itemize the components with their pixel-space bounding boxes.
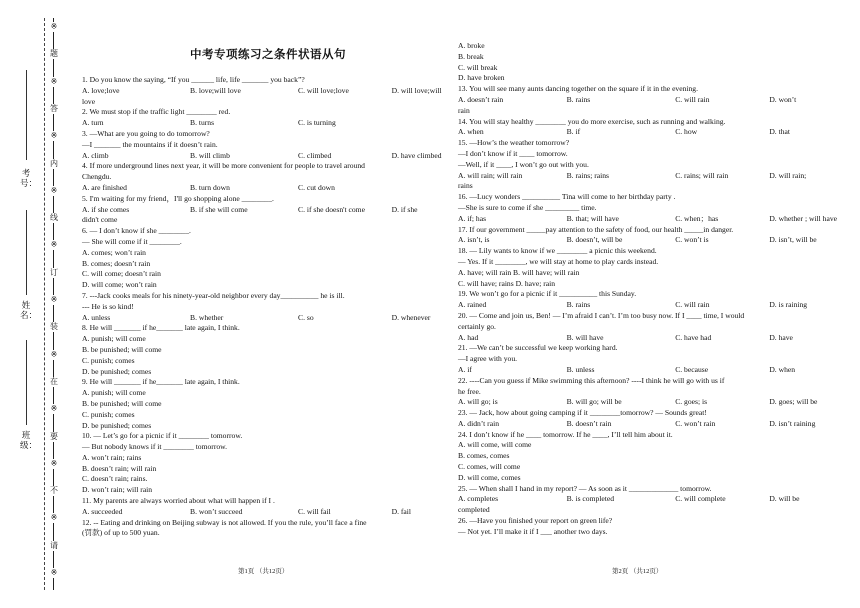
- option-row: [458, 95, 820, 106]
- answer-option: B. rains: [566, 94, 591, 104]
- option-row: [458, 419, 820, 430]
- answer-option: A. succeeded: [82, 506, 123, 516]
- exam-number-blank: [26, 70, 27, 160]
- question-line: 14. You will stay healthy ________ you do more exercise, such as running and walking.: [458, 116, 726, 126]
- class-blank: [26, 340, 27, 425]
- answer-option: B. love;will love: [190, 85, 241, 95]
- answer-option: B. whether: [190, 312, 224, 322]
- question-line: 2. We must stop if the traffic light ________ red.: [82, 107, 231, 117]
- question-line: love: [82, 96, 96, 106]
- question-line: 9. He will _______ if he_______ late again, I think.: [82, 377, 240, 387]
- margin-star: ※: [50, 240, 58, 250]
- question-line: C. will come; doesn’t rain: [82, 269, 161, 279]
- question-line: A. comes; won’t rain: [82, 247, 146, 257]
- question-line: rains: [458, 181, 473, 191]
- question-line: 3. —What are you going to do tomorrow?: [82, 128, 210, 138]
- page-footer-2: 第2页 （共12页）: [612, 568, 663, 575]
- margin-char: 请: [50, 540, 58, 550]
- question-line: B. be punished; will come: [82, 344, 162, 354]
- option-row: [458, 127, 820, 138]
- question-line: A. have; will rain B. will have; will rain: [458, 267, 580, 277]
- question-line: Chengdu.: [82, 172, 112, 182]
- option-row: [82, 118, 442, 129]
- question-line: A. will come, will come: [458, 440, 532, 450]
- answer-option: C. will complete: [675, 494, 726, 504]
- question-line: C. punish; comes: [82, 355, 135, 365]
- margin-star: ※: [50, 349, 58, 359]
- option-row: [82, 313, 442, 324]
- answer-option: A. love;love: [82, 85, 120, 95]
- question-line: 25. — When shall I hand in my report? — As soon as it _____________ tomorrow.: [458, 483, 712, 493]
- option-row: [458, 235, 820, 246]
- margin-star: ※: [50, 295, 58, 304]
- question-line: B. comes, comes: [458, 451, 510, 461]
- question-line: A. won’t rain; rains: [82, 452, 142, 462]
- question-line: completed: [458, 505, 490, 515]
- answer-option: C. climbed: [298, 150, 332, 160]
- question-line: — But nobody knows if it ________ tomorrow.: [82, 442, 228, 452]
- answer-option: B. won’t succeed: [190, 506, 243, 516]
- left-column: [82, 75, 442, 539]
- answer-option: B. turns: [190, 118, 215, 128]
- answer-option: A. when: [458, 127, 484, 137]
- right-column: [458, 41, 838, 538]
- answer-option: A. completes: [458, 494, 499, 504]
- question-line: (罚款) of up to 500 yuan.: [82, 528, 160, 538]
- answer-option: D. that: [769, 127, 790, 137]
- option-row: [82, 507, 442, 518]
- answer-option: D. have climbed: [391, 150, 442, 160]
- answer-option: A. isn’t, is: [458, 235, 490, 245]
- answer-option: D. have: [769, 332, 793, 342]
- question-line: 7. ---Jack cooks meals for his ninety-year-old neighbor every day__________ he is ill.: [82, 290, 345, 300]
- margin-star: ※: [50, 185, 58, 195]
- question-line: 15. —How’s the weather tomorrow?: [458, 138, 570, 148]
- question-line: B. be punished; will come: [82, 398, 162, 408]
- question-line: D. will come; won’t rain: [82, 280, 157, 290]
- answer-option: B. that; will have: [566, 213, 619, 223]
- question-line: A. punish; will come: [82, 334, 146, 344]
- question-line: B. break: [458, 51, 484, 61]
- question-line: — Yes. If it ________, we will stay at home to play cards instead.: [458, 256, 659, 266]
- label-exam-number: 考号：: [20, 168, 38, 188]
- answer-option: C. will fail: [298, 506, 331, 516]
- answer-option: A. had: [458, 332, 479, 342]
- answer-option: C. will love;love: [298, 85, 349, 95]
- option-row: [458, 213, 838, 225]
- margin-char: 内: [50, 158, 58, 168]
- question-line: — She will come if it ________.: [82, 236, 182, 246]
- question-line: 1. Do you know the saying, “If you ______ life, life _______ you back”?: [82, 75, 305, 84]
- answer-option: D. goes; will be: [769, 397, 818, 407]
- answer-option: C. goes; is: [675, 397, 708, 407]
- question-line: 6. — I don’t know if she ________.: [82, 226, 191, 236]
- answer-option: C. have had: [675, 332, 712, 342]
- question-line: B. doesn’t rain; will rain: [82, 463, 157, 473]
- margin-star: ※: [50, 404, 58, 414]
- answer-option: B. will climb: [190, 150, 230, 160]
- answer-option: B. if she will come: [190, 204, 248, 214]
- margin-star: ※: [50, 22, 58, 31]
- answer-option: D. isn’t, will be: [769, 235, 817, 245]
- question-line: --- He is so kind!: [82, 301, 134, 311]
- margin-char: 线: [50, 213, 58, 223]
- question-line: didn't come: [82, 215, 118, 225]
- question-line: 18. — Lily wants to know if we ________ a picnic this weekend.: [458, 246, 657, 256]
- answer-option: D. when: [769, 364, 796, 374]
- answer-option: C. cut down: [298, 182, 335, 192]
- answer-option: C. if she doesn't come: [298, 204, 365, 214]
- question-line: 19. We won’t go for a picnic if it __________ this Sunday.: [458, 289, 637, 299]
- margin-star: ※: [50, 458, 58, 468]
- question-line: C. will break: [458, 62, 498, 72]
- answer-option: D. isn’t raining: [769, 418, 816, 428]
- question-line: A. punish; will come: [82, 388, 146, 398]
- answer-option: B. doesn’t, will be: [566, 235, 623, 245]
- margin-star: ※: [50, 568, 58, 577]
- margin-star: ※: [50, 76, 58, 86]
- question-line: —I _______ the mountains if it doesn’t rain.: [82, 139, 218, 149]
- question-line: — Not yet. I’ll make it if I ___ another two days.: [458, 526, 608, 536]
- question-line: he free.: [458, 386, 481, 396]
- option-row: [82, 205, 442, 216]
- question-line: 5. I'm waiting for my friend，I'll go shopping alone ________.: [82, 193, 274, 203]
- question-line: 16. —Lucy wonders __________ Tina will come to her birthday party .: [458, 192, 676, 202]
- option-row: [458, 494, 820, 505]
- answer-option: D. whether ; will have: [769, 213, 838, 223]
- question-line: 12. -- Eating and drinking on Beijing subway is not allowed. If you the rule, you’ll face a fine: [82, 517, 367, 527]
- answer-option: A. didn’t rain: [458, 418, 499, 428]
- option-row: [82, 183, 442, 194]
- answer-option: D. whenever: [391, 312, 431, 322]
- margin-char: 题: [50, 49, 58, 59]
- question-line: D. won’t rain; will rain: [82, 485, 153, 495]
- answer-option: B. turn down: [190, 182, 230, 192]
- option-row: [458, 333, 820, 344]
- margin-char: 要: [50, 431, 58, 441]
- answer-option: C. won’t is: [675, 235, 709, 245]
- question-line: C. comes, will come: [458, 462, 521, 472]
- answer-option: B. rains: [566, 300, 591, 310]
- question-line: certainly go.: [458, 321, 496, 331]
- answer-option: C. when；has: [675, 213, 719, 223]
- answer-option: D. if she: [391, 204, 418, 214]
- answer-option: A. doesn’t rain: [458, 94, 504, 104]
- answer-option: B. doesn’t rain: [566, 418, 612, 428]
- question-line: —I agree with you.: [458, 354, 518, 364]
- answer-option: C. won’t rain: [675, 418, 716, 428]
- question-line: 4. If more underground lines next year, it will be more convenient for people to travel around: [82, 161, 365, 171]
- margin-char: 不: [50, 486, 58, 496]
- answer-option: D. fail: [391, 506, 411, 516]
- question-line: 13. You will see many aunts dancing together on the square if it in the evening.: [458, 84, 698, 94]
- answer-option: A. climb: [82, 150, 109, 160]
- label-name: 姓名：: [20, 300, 38, 320]
- binding-margin: [0, 0, 62, 608]
- question-line: D. have broken: [458, 73, 505, 83]
- answer-option: B. will have: [566, 332, 604, 342]
- option-row: [458, 171, 820, 182]
- answer-option: A. if she comes: [82, 204, 130, 214]
- question-line: rain: [458, 105, 470, 115]
- answer-option: B. unless: [566, 364, 595, 374]
- answer-option: D. won’t: [769, 94, 797, 104]
- margin-char: 答: [50, 103, 58, 113]
- question-line: 22. ----Can you guess if Mike swimming this afternoon? ----I think he will go with us if: [458, 375, 725, 385]
- answer-option: C. is turning: [298, 118, 336, 128]
- answer-option: C. rains; will rain: [675, 170, 729, 180]
- answer-option: B. will go; will be: [566, 397, 622, 407]
- answer-option: D. is raining: [769, 300, 808, 310]
- question-line: 26. —Have you finished your report on green life?: [458, 516, 613, 526]
- question-line: 8. He will _______ if he_______ late again, I think.: [82, 323, 240, 333]
- margin-star: ※: [50, 131, 58, 141]
- answer-option: A. if; has: [458, 213, 487, 223]
- answer-option: C. because: [675, 364, 709, 374]
- answer-option: A. are finished: [82, 182, 127, 192]
- question-line: A. broke: [458, 41, 485, 50]
- margin-star: ※: [50, 513, 58, 523]
- answer-option: A. unless: [82, 312, 111, 322]
- answer-option: C. how: [675, 127, 698, 137]
- option-row: [458, 300, 820, 311]
- answer-option: D. will be: [769, 494, 800, 504]
- name-blank: [26, 210, 27, 295]
- answer-option: B. rains; rains: [566, 170, 609, 180]
- label-class: 班级：: [20, 430, 38, 450]
- page-title: 中考专项练习之条件状语从句: [190, 47, 346, 61]
- question-line: 11. My parents are always worried about what will happen if I .: [82, 496, 275, 506]
- question-line: D. be punished; comes: [82, 366, 152, 376]
- answer-option: A. rained: [458, 300, 487, 310]
- margin-char: 在: [50, 376, 58, 386]
- answer-option: C. will rain: [675, 94, 710, 104]
- option-row: [458, 397, 820, 408]
- cut-line: [44, 18, 45, 590]
- answer-option: A. if: [458, 364, 472, 374]
- question-line: 21. —We can’t be successful we keep working hard.: [458, 343, 618, 353]
- question-line: —Well, if it ____, I won’t go out with you.: [458, 159, 589, 169]
- question-line: D. be punished; comes: [82, 420, 152, 430]
- answer-option: C. so: [298, 312, 314, 322]
- answer-option: D. will love;will: [391, 85, 442, 95]
- question-line: C. will have; rains D. have; rain: [458, 278, 556, 288]
- page-footer-1: 第1页 （共12页）: [238, 568, 289, 575]
- question-line: D. will come, comes: [458, 472, 521, 482]
- answer-option: C. will rain: [675, 300, 710, 310]
- question-line: 10. — Let’s go for a picnic if it ________ tomorrow.: [82, 431, 243, 441]
- margin-char: 装: [50, 322, 58, 332]
- question-line: 24. I don’t know if he ____ tomorrow. If he ____, I’ll tell him about it.: [458, 429, 673, 439]
- question-line: B. comes; doesn’t rain: [82, 258, 151, 268]
- option-row: [82, 86, 442, 97]
- answer-option: B. if: [566, 127, 581, 137]
- question-line: C. punish; comes: [82, 409, 135, 419]
- option-row: [82, 151, 442, 162]
- margin-char: 订: [50, 267, 58, 277]
- question-line: 20. — Come and join us, Ben! — I’m afraid I can’t. I’m too busy now. If I ____ time, I would: [458, 310, 745, 320]
- answer-option: D. will rain;: [769, 170, 807, 180]
- answer-option: A. turn: [82, 118, 104, 128]
- answer-option: A. will rain; will rain: [458, 170, 523, 180]
- question-line: —I don’t know if it ____ tomorrow.: [458, 148, 568, 158]
- option-row: [458, 365, 820, 376]
- question-line: —She is sure to come if she _________ time.: [458, 202, 597, 212]
- question-line: 17. If our government _____pay attention to the safety of food, our health _____in danger.: [458, 224, 734, 234]
- answer-option: A. will go; is: [458, 397, 498, 407]
- answer-option: B. is completed: [566, 494, 615, 504]
- question-line: 23. — Jack, how about going camping if it ________tomorrow? — Sounds great!: [458, 408, 707, 418]
- question-line: C. doesn’t rain; rains.: [82, 474, 148, 484]
